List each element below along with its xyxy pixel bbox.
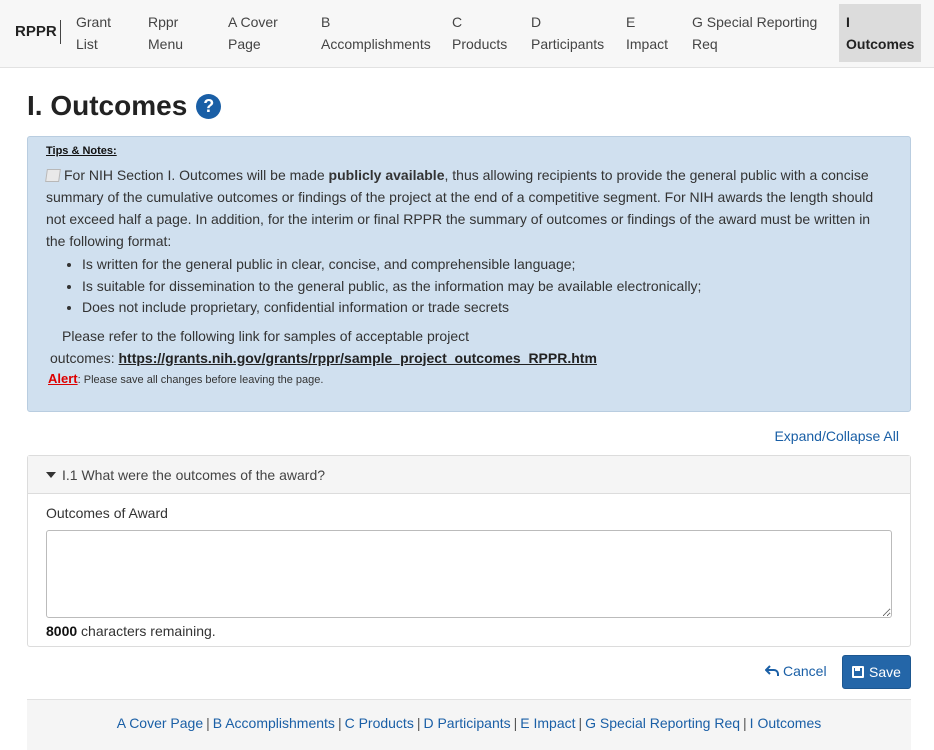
save-button[interactable] [842,655,911,689]
nav-label-line1: C [452,14,463,30]
footer-separator: | [743,715,747,731]
cancel-label: Cancel [783,663,827,679]
characters-remaining [46,623,216,639]
nav-rppr-menu[interactable] [148,11,183,55]
nav-c-products[interactable] [452,11,507,55]
tips-and-notes-box [27,136,911,412]
tips-bullet: • Is suitable for dissemination to the general public, as the information may be available electronically; [82,276,892,298]
refer-prefix: outcomes: [50,349,119,366]
expand-collapse-all-link[interactable]: Expand/Collapse All [774,428,899,444]
nav-label-line2: List [76,36,98,52]
nav-a-cover-page[interactable] [228,11,278,55]
refer-line2 [50,347,892,369]
footer-separator: | [513,715,518,731]
nav-label-line2: Page [228,36,261,52]
nav-i-outcomes[interactable] [839,4,921,62]
sample-outcomes-link[interactable]: https://grants.nih.gov/grants/rppr/sample_project_outcomes_RPPR.htm [118,349,597,366]
alert-label: Alert [48,370,78,386]
footer-link-g-special-reporting-req[interactable]: G Special Reporting Req [585,715,741,731]
tips-intro-before: For NIH Section I. Outcomes will be made [64,167,329,183]
tips-bullet: • Is written for the general public in clear, concise, and comprehensible language; [82,254,892,276]
page-title: I. Outcomes [27,90,188,121]
nav-label-line1: Rppr [148,14,179,30]
nav-label-line1: I [846,14,850,30]
cancel-button[interactable] [765,663,827,679]
nav-label-line2: Outcomes [846,36,915,52]
footer-link-i-outcomes[interactable]: I Outcomes [749,715,822,731]
alert-line [46,371,892,386]
footer-link-b-accomplishments[interactable]: B Accomplishments [212,715,335,731]
pencil-note-icon [45,169,61,182]
top-nav [0,0,934,68]
page-title-row [27,90,221,122]
outcomes-of-award-textarea[interactable] [46,530,892,618]
footer-separator: | [337,715,342,731]
nav-label-line1: D [531,14,542,30]
footer-separator: | [206,715,210,731]
nav-label-line2: Participants [531,36,605,52]
refer-line1: Please refer to the following link for samples of acceptable project [62,327,469,344]
tips-intro-after: , thus allowing recipients to provide the general public with a concise summary of the cumulative outcomes or findings of the project at the end of a competitive segment. For NIH awards the length should not exceed half a page. In addition, for the interim or final RPPR the summary of outcomes or findings of the award must be written in the following format: [46,167,874,249]
tips-intro [46,164,892,252]
nav-label-line2: Products [452,36,508,52]
tips-intro-bold: publicly available [328,167,445,183]
outcomes-field-label: Outcomes of Award [46,505,168,521]
remaining-text: characters remaining. [77,623,216,639]
nav-d-participants[interactable] [531,11,604,55]
outcomes-panel [27,455,911,647]
footer-link-d-participants[interactable]: D Participants [423,715,511,731]
nav-label-line2: Accomplishments [321,36,431,52]
save-label: Save [869,664,901,680]
brand-divider [60,20,61,44]
nav-label-line1: G Special Reporting [692,14,818,30]
nav-label-line1: Grant [76,14,112,30]
alert-text: : Please save all changes before leaving the page. [77,373,324,386]
footer-nav [27,699,911,750]
panel-heading: I.1 What were the outcomes of the award? [62,467,326,483]
nav-label-line2: Impact [626,36,669,52]
nav-label-line1: E [626,14,636,30]
help-icon[interactable]: ? [196,94,221,119]
brand[interactable]: RPPR [15,23,57,40]
floppy-disk-icon [852,666,864,678]
nav-label-line2: Req [692,36,718,52]
nav-label-line1: A Cover [228,14,278,30]
caret-down-icon [46,472,56,478]
tips-heading: Tips & Notes: [46,145,117,157]
nav-b-accomplishments[interactable] [321,11,431,55]
nav-grant-list[interactable] [76,11,111,55]
tips-bullet-list [46,254,892,319]
footer-link-a-cover-page[interactable]: A Cover Page [116,715,204,731]
footer-link-c-products[interactable]: C Products [344,715,414,731]
nav-e-impact[interactable] [626,11,668,55]
remaining-count: 8000 [46,623,78,639]
footer-separator: | [416,715,421,731]
nav-label-line1: B [321,14,331,30]
nav-label-line2: Menu [148,36,184,52]
footer-link-e-impact[interactable]: E Impact [520,715,576,731]
tips-bullet: • Does not include proprietary, confidential information or trade secrets [82,297,892,319]
footer-separator: | [578,715,583,731]
refer-paragraph [46,325,892,369]
undo-arrow-icon [765,665,779,677]
nav-g-special-reporting-req[interactable] [692,11,817,55]
panel-header-toggle[interactable] [28,456,910,494]
